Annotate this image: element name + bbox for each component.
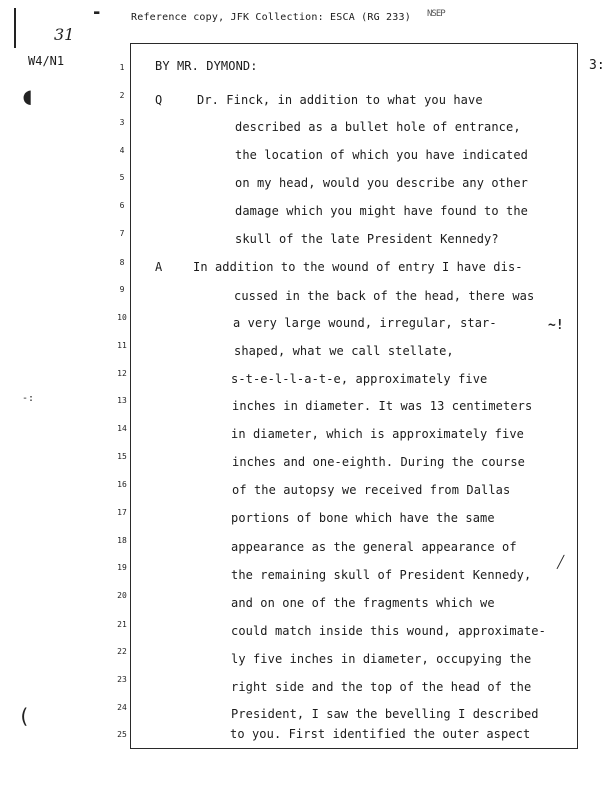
annotation-mark: ~! bbox=[548, 318, 564, 333]
line-number: 8 bbox=[119, 258, 125, 267]
margin-tick-mark: -: bbox=[22, 393, 35, 404]
line-number: 7 bbox=[119, 229, 125, 238]
left-edge-mark bbox=[14, 8, 16, 48]
transcript-line: inches in diameter. It was 13 centimeters bbox=[232, 399, 533, 413]
transcript-line: right side and the top of the head of the bbox=[231, 680, 532, 694]
line-number: 23 bbox=[117, 675, 127, 684]
transcript-line: BY MR. DYMOND: bbox=[155, 59, 258, 73]
line-number: 17 bbox=[117, 508, 127, 517]
line-number: 5 bbox=[119, 173, 125, 182]
line-number: 13 bbox=[117, 396, 127, 405]
transcript-line: a very large wound, irregular, star- bbox=[233, 316, 497, 330]
transcript-line: of the autopsy we received from Dallas bbox=[232, 483, 511, 497]
transcript-line: to you. First identified the outer aspect bbox=[230, 727, 531, 741]
transcript-line: could match inside this wound, approximate- bbox=[231, 624, 546, 638]
line-number: 16 bbox=[117, 480, 127, 489]
transcript-line: skull of the late President Kennedy? bbox=[235, 232, 499, 246]
line-number: 14 bbox=[117, 424, 127, 433]
line-number: 19 bbox=[117, 563, 127, 572]
line-number: 9 bbox=[119, 285, 125, 294]
speaker-label: Q bbox=[155, 93, 163, 107]
transcript-line: In addition to the wound of entry I have dis- bbox=[193, 260, 523, 274]
transcript-line: the remaining skull of President Kennedy, bbox=[231, 568, 532, 582]
transcript-line: inches and one-eighth. During the course bbox=[232, 455, 525, 469]
transcript-line: in diameter, which is approximately five bbox=[231, 427, 524, 441]
transcript-line: described as a bullet hole of entrance, bbox=[235, 120, 521, 134]
transcript-line: portions of bone which have the same bbox=[231, 511, 495, 525]
transcript-line: President, I saw the bevelling I described bbox=[231, 707, 539, 721]
line-number: 24 bbox=[117, 703, 127, 712]
line-number: 10 bbox=[117, 313, 127, 322]
page-number: 3: bbox=[589, 58, 605, 73]
line-number: 12 bbox=[117, 369, 127, 378]
line-number: 2 bbox=[119, 91, 125, 100]
binding-hole-mark: ◖ bbox=[20, 82, 35, 110]
line-number: 18 bbox=[117, 536, 127, 545]
transcript-line: Dr. Finck, in addition to what you have bbox=[197, 93, 483, 107]
handwritten-page-number: 31 bbox=[54, 25, 75, 44]
tape-code: W4/N1 bbox=[28, 54, 65, 68]
line-number: 3 bbox=[119, 118, 125, 127]
line-number: 6 bbox=[119, 201, 125, 210]
line-number: 22 bbox=[117, 647, 127, 656]
line-number: 25 bbox=[117, 730, 127, 739]
line-number: 11 bbox=[117, 341, 127, 350]
transcript-line: on my head, would you describe any other bbox=[235, 176, 528, 190]
transcript-line: shaped, what we call stellate, bbox=[234, 344, 454, 358]
transcript-line: the location of which you have indicated bbox=[235, 148, 528, 162]
transcript-line: ly five inches in diameter, occupying the bbox=[231, 652, 532, 666]
line-number: 1 bbox=[119, 63, 125, 72]
reference-header: Reference copy, JFK Collection: ESCA (RG 233) bbox=[131, 12, 411, 23]
speaker-label: A bbox=[155, 260, 163, 274]
margin-bracket-mark: ( bbox=[18, 704, 31, 728]
line-number: 21 bbox=[117, 620, 127, 629]
transcript-line: damage which you might have found to the bbox=[235, 204, 528, 218]
stamp-mark: NSEP bbox=[427, 9, 445, 19]
ink-mark: ╱ bbox=[557, 555, 565, 569]
line-number: 15 bbox=[117, 452, 127, 461]
transcript-line: appearance as the general appearance of bbox=[231, 540, 517, 554]
line-number: 4 bbox=[119, 146, 125, 155]
margin-dash-mark: ▬ bbox=[94, 8, 100, 18]
transcript-line: s-t-e-l-l-a-t-e, approximately five bbox=[231, 372, 488, 386]
line-number: 20 bbox=[117, 591, 127, 600]
transcript-line: and on one of the fragments which we bbox=[231, 596, 495, 610]
transcript-line: cussed in the back of the head, there was bbox=[234, 289, 535, 303]
